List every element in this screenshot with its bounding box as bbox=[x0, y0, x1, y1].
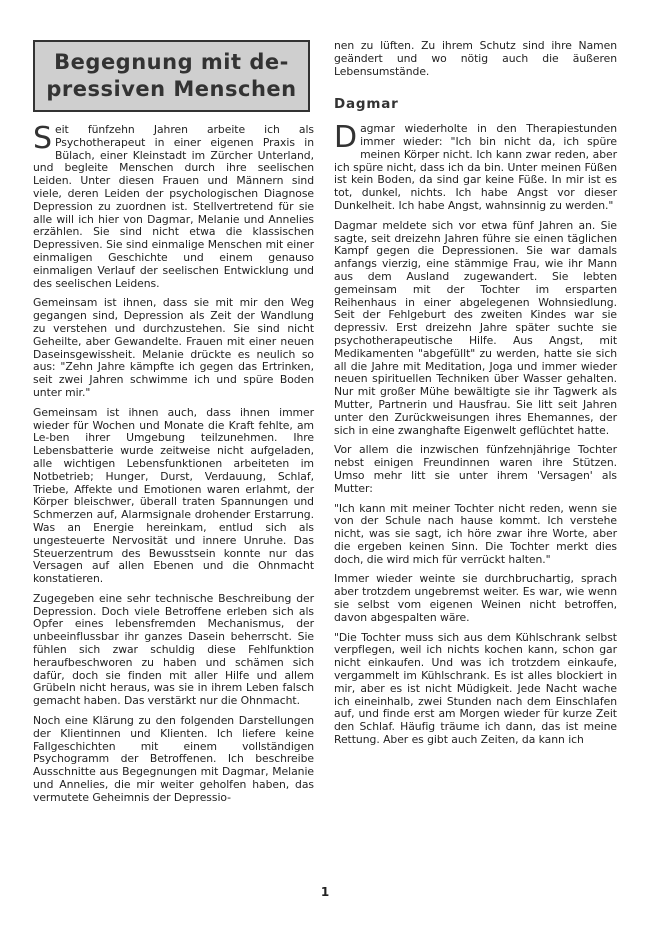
left-column bbox=[33, 121, 314, 812]
paragraph bbox=[33, 121, 314, 290]
paragraph: Gemeinsam ist ihnen auch, dass ihnen immer wieder für Wochen und Monate die Kraft fehlte, am Le-ben ihrer Umgebung teilzunehmen. Ihre Lebensbatterie wurde zeitweise nicht aufgeladen, alle wichtigen Lebensfunktionen arbeiteten im Notbetrieb; Hunger, Durst, Verdauung, Schlaf, Triebe, Affekte und Emotionen waren erlahmt, der Körper bleischwer, überall traten Spannungen und Schmerzen auf, Alarmsignale drohender Erstarrung. Was an Energie hereinkam, entlud sich als ungesteuerte Nervosität und innere Unruhe. Das Steuerzentrum des Bewusstsein konnte nur das Versagen auf allen Ebenen und die Ohnmacht konstatieren. bbox=[33, 405, 314, 586]
paragraph: Noch eine Klärung zu den folgenden Darstellungen der Klientinnen und Klienten. Ich liefere keine Fallgeschichten mit einem vollständigen Psychogramm der Betroffenen. Ich beschreibe Ausschnitte aus Begegnungen mit Dagmar, Melanie und Annelies, die mir weiter geholfen haben, das vermutete Geheimnis der Depressio- bbox=[33, 714, 314, 804]
paragraph: Zugegeben eine sehr technische Beschreibung der Depression. Doch viele Betroffene erleben sich als Opfer eines lebensfremden Mechanismus, der unbeeinflussbar ihr ganzes Dasein beherrscht. Sie fühlen sich zwar schuldig diese Fehlfunktion heraufbeschworen zu haben und schämen sich dafür, doch sie finden mit aller Hilfe und allem Grübeln nicht heraus, was sie in ihrem Leben falsch gemacht haben. Das verstärkt nur die Ohnmacht. bbox=[33, 591, 314, 708]
drop-cap: S bbox=[33, 121, 52, 156]
paragraph: Gemeinsam ist ihnen, dass sie mit mir den Weg gegangen sind, Depression als Zeit der Wandlung zu verstehen und durchzustehen. Sie sind nicht Geheilte, aber Gewandelte. Frauen mit einer neuen Daseinsgewissheit. Melanie drückte es neulich so aus: "Zehn Jahre kämpfte ich gegen das Ertrinken, seit zwei Jahren schwimme ich und spüre Boden unter mir." bbox=[33, 296, 314, 399]
paragraph: nen zu lüften. Zu ihrem Schutz sind ihre Namen geändert und wo nötig auch die äußeren Lebensumstände. bbox=[334, 39, 617, 78]
paragraph bbox=[334, 120, 617, 213]
paragraph-text: eit fünfzehn Jahren arbeite ich als Psychotherapeut in einer eigenen Praxis in Bülach, einer Kleinstadt im Zürcher Unterland, und begleite Menschen durch ihre seelischen Leiden. Unter diesen Frauen und Männern sind viele, deren Leiden der psychologischen Diagnose Depression zu zuordnen ist. Stellvertretend für sie alle will ich hier von Dagmar, Melanie und Annelies erzählen. Sie sind nicht etwa die klassischen Depressiven. Sie sind einmalige Menschen mit einer einmaligen Geschichte und einem genauso einmaligen Verlauf der seelischen Entwicklung und des seelischen Leidens. bbox=[33, 123, 314, 290]
paragraph: Dagmar meldete sich vor etwa fünf Jahren an. Sie sagte, seit dreizehn Jahren führe sie einen täglichen Kampf gegen die Depressionen. Sie war damals anfangs vierzig, eine stämmige Frau, wie ihr Mann aus dem Ausland zugewandert. Sie lebten gemeinsam mit der Tochter im ersparten Reihenhaus in einer abgelegenen Wohnsiedlung. Seit der Fehlgeburt des zweiten Kindes war sie depressiv. Erst dreizehn Jahre später suchte sie psychotherapeutische Hilfe. Aus Angst, mit Medikamenten "abgefüllt" zu werden, hatte sie sich all die Jahre mit Meditation, Joga und immer wieder neuen spirituellen Techniken über Wasser gehalten. Nur mit großer Mühe bewältigte sie ihr Tagwerk als Mutter, Partnerin und Hausfrau. Sie litt seit Jahren unter den Zurückweisungen ihres Ehemannes, der sich in eine zwanghafte Eigenwelt geflüchtet hatte. bbox=[334, 218, 617, 437]
section-heading: Dagmar bbox=[334, 96, 399, 113]
paragraph: "Die Tochter muss sich aus dem Kühlschrank selbst verpflegen, weil ich nichts kochen kann, schon gar nicht einkaufen. Und was ich trotzdem einkaufe, vergammelt im Kühlschrank. Es ist alles blockiert in mir, aber es ist nicht Müdigkeit. Jede Nacht wache ich eineinhalb, zwei Stunden nach dem Einschlafen auf, und finde erst am Morgen wieder für kurze Zeit den Schlaf. Häufig träume ich dann, das ist meine Rettung. Aber es gibt auch Zeiten, da kann ich bbox=[334, 630, 617, 747]
page-number: 1 bbox=[320, 885, 330, 899]
paragraph: "Ich kann mit meiner Tochter nicht reden, wenn sie von der Schule nach hause kommt. Ich verstehe nicht, was sie sagt, ich höre zwar ihre Worte, aber die ergeben keinen Sinn. Die Tochter merkt dies doch, die wird mich für verrückt halten." bbox=[334, 501, 617, 566]
paragraph: Vor allem die inzwischen fünfzehnjährige Tochter nebst einigen Freundinnen waren ihre Stützen. Umso mehr litt sie unter ihrem 'Versagen' als Mutter: bbox=[334, 443, 617, 495]
right-column bbox=[334, 40, 617, 754]
drop-cap: D bbox=[334, 120, 358, 156]
paragraph-text: agmar wiederholte in den Therapiestunden immer wieder: "Ich bin nicht da, ich spüre meinen Körper nicht. Ich kann zwar reden, aber ich spüre nicht, dass ich da bin. Unter meinen Füßen ist kein Boden, da sind gar keine Füße. In mir ist es tot, dunkel, nichts. Ich habe Angst vor dieser Dunkelheit. Ich habe Angst, wahnsinnig zu werden." bbox=[334, 122, 617, 212]
title-box bbox=[33, 40, 310, 112]
paragraph: Immer wieder weinte sie durchbruchartig, sprach aber trotzdem ungebremst weiter. Es war, wie wenn sie selbst vom eigenen Weinen nicht betroffen, davon abgespalten wäre. bbox=[334, 572, 617, 624]
page-title: Begegnung mit de- pressiven Menschen bbox=[46, 50, 297, 101]
